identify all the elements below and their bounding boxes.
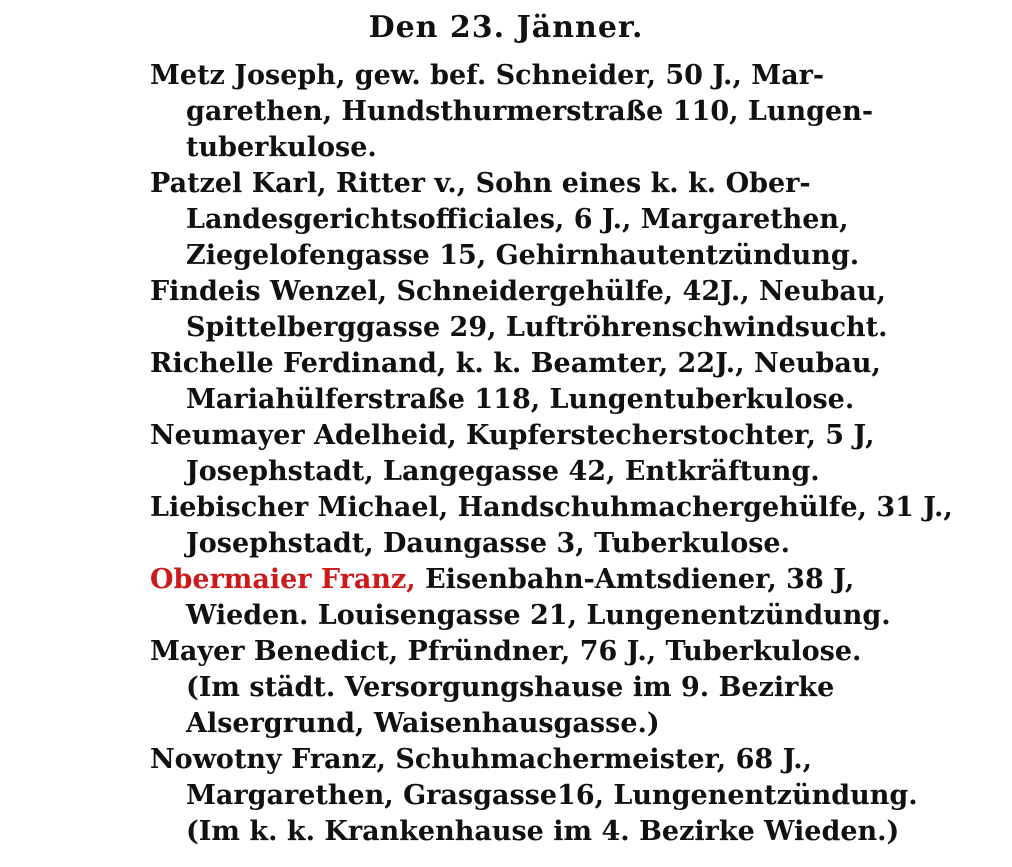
entry-name: Richelle Ferdinand, xyxy=(150,348,447,379)
entry-text: (Im k. k. Krankenhause im 4. Bezirke Wieden.) xyxy=(186,816,900,847)
entry-text: Josephstadt, Daungasse 3, Tuberkulose. xyxy=(186,528,791,559)
page-heading: Den 23. Jänner. xyxy=(368,10,644,45)
entry-text: Ritter v., Sohn eines k. k. Ober- xyxy=(326,168,811,199)
entry-text: garethen, Hundsthurmerstraße 110, Lungen- xyxy=(186,96,874,127)
entry-name: Nowotny Franz, xyxy=(150,744,386,775)
entry-liebischer xyxy=(150,490,953,562)
entry-text: Wieden. Louisengasse 21, Lungenentzündung. xyxy=(186,600,891,631)
entry-text: (Im städt. Versorgungshause im 9. Bezirke xyxy=(186,672,835,703)
entry-name: Patzel Karl, xyxy=(150,168,327,199)
entry-name: Metz Joseph, xyxy=(150,60,346,91)
entry-findeis xyxy=(150,274,888,346)
entry-neumayer xyxy=(150,418,875,490)
entry-text: Alsergrund, Waisenhausgasse.) xyxy=(186,708,660,739)
entry-text: Margarethen, Grasgasse16, Lungenentzündung. xyxy=(186,780,918,811)
entry-nowotny xyxy=(150,742,918,850)
entry-text: Handschuhmachergehülfe, 31 J., xyxy=(448,492,953,523)
highlighted-entry-name: Obermaier Franz, xyxy=(150,564,416,595)
entry-richelle xyxy=(150,346,881,418)
entry-text: k. k. Beamter, 22J., Neubau, xyxy=(446,348,881,379)
entry-text: gew. bef. Schneider, 50 J., Mar- xyxy=(345,60,825,91)
entry-text: Schuhmachermeister, 68 J., xyxy=(385,744,813,775)
entry-name: Liebischer Michael, xyxy=(150,492,449,523)
entry-text: Pfründner, 76 J., Tuberkulose. xyxy=(398,636,862,667)
entry-obermaier xyxy=(150,562,891,634)
entry-text: Mariahülferstraße 118, Lungentuberkulose. xyxy=(186,384,855,415)
entry-text: Landesgerichtsofficiales, 6 J., Margarethen, xyxy=(186,204,849,235)
entry-name: Findeis Wenzel, xyxy=(150,276,388,307)
entry-text: tuberkulose. xyxy=(186,132,377,163)
entry-metz xyxy=(150,58,874,166)
entry-name: Neumayer Adelheid, xyxy=(150,420,457,451)
entry-text: Kupferstecherstochter, 5 J, xyxy=(456,420,875,451)
entry-name: Mayer Benedict, xyxy=(150,636,399,667)
entry-text: Spittelberggasse 29, Luftröhrenschwindsucht. xyxy=(186,312,888,343)
entry-patzel xyxy=(150,166,860,274)
entry-text: Ziegelofengasse 15, Gehirnhautentzündung. xyxy=(186,240,860,271)
entry-mayer xyxy=(150,634,862,742)
entry-text: Josephstadt, Langegasse 42, Entkräftung. xyxy=(186,456,820,487)
entry-text: Eisenbahn-Amtsdiener, 38 J, xyxy=(415,564,855,595)
entry-text: Schneidergehülfe, 42J., Neubau, xyxy=(387,276,886,307)
